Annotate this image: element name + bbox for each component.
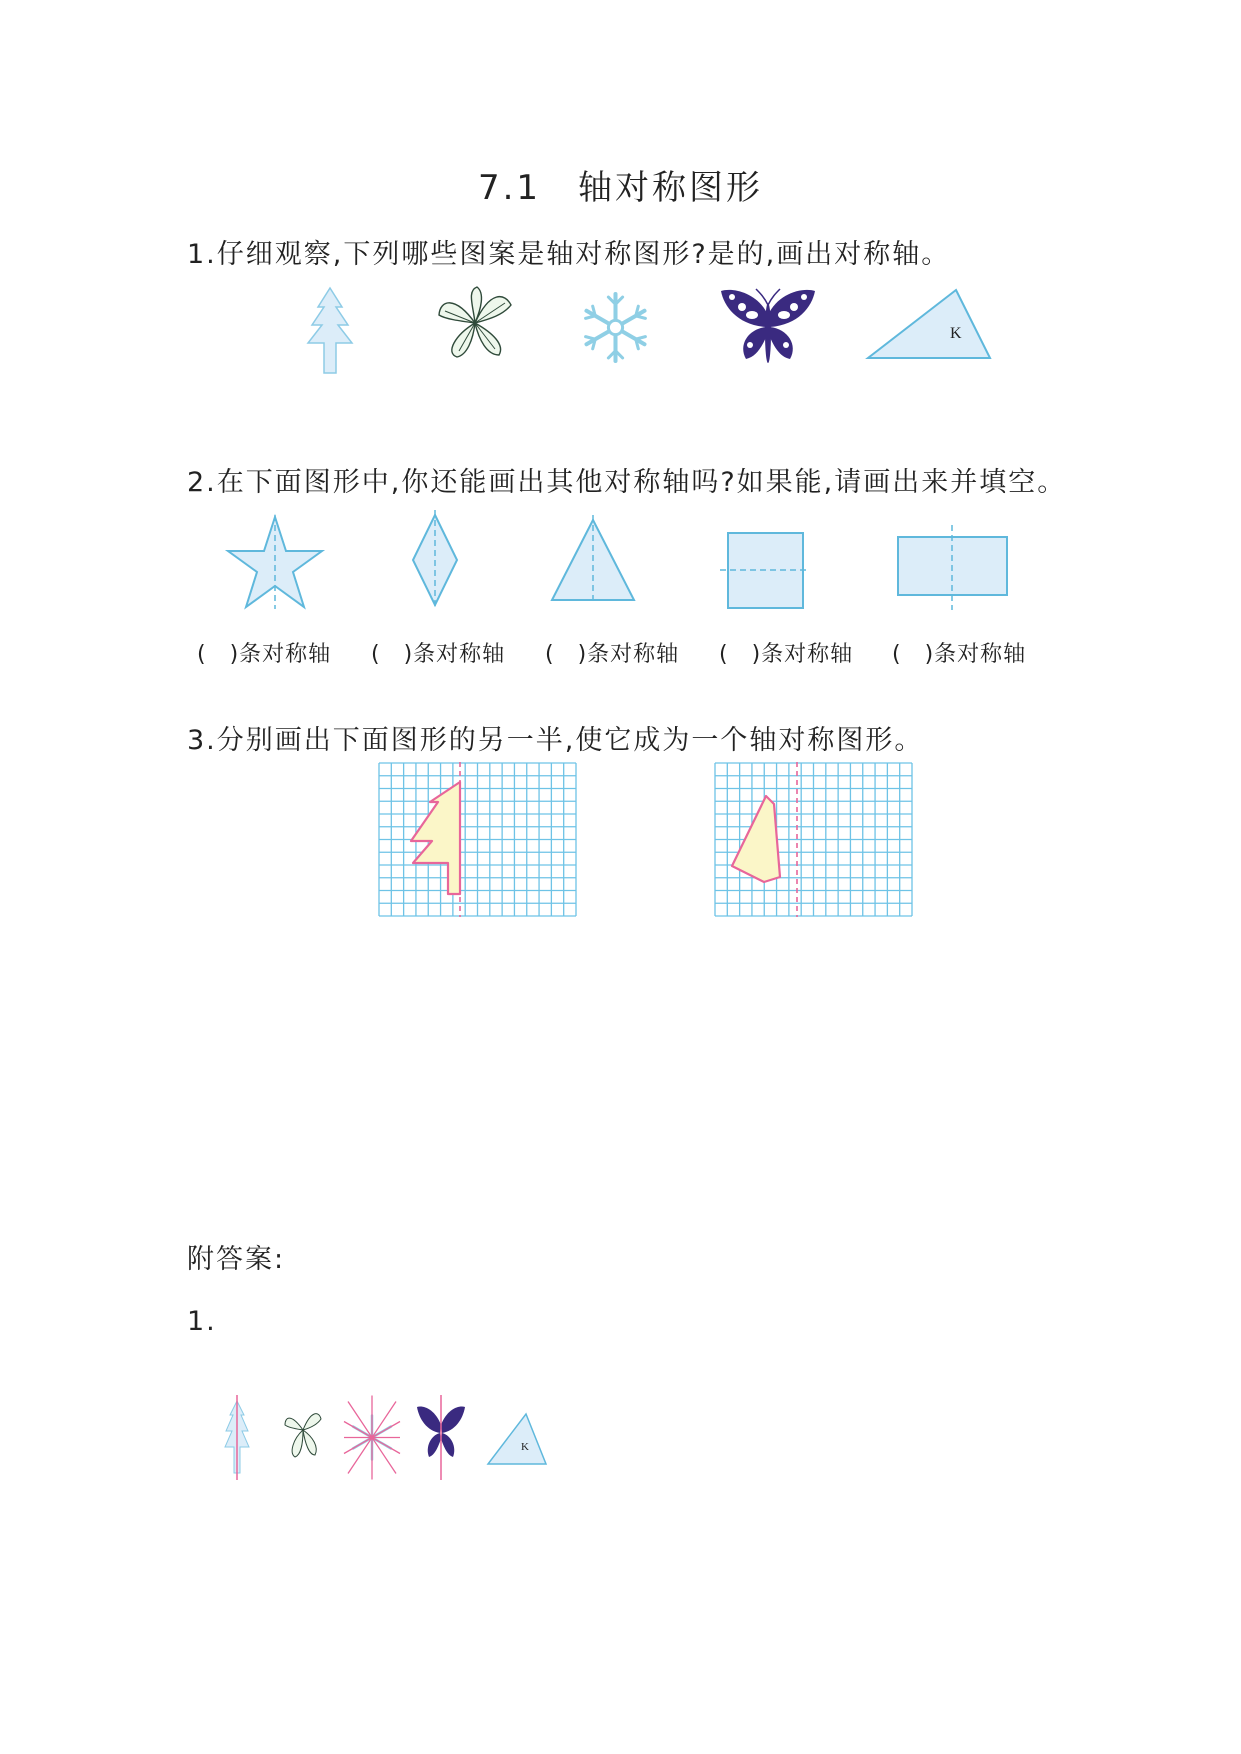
- answer-tree-icon: [222, 1395, 252, 1480]
- answer-butterfly-icon: [415, 1395, 467, 1480]
- snowflake-icon: [578, 290, 653, 365]
- rhombus-shape: [410, 510, 460, 610]
- leaf-icon: [435, 285, 515, 360]
- tree-icon: [300, 285, 360, 375]
- question-2: 2.在下面图形中,你还能画出其他对称轴吗?如果能,请画出来并填空。: [187, 467, 1067, 498]
- answer-blank[interactable]: ( )条对称轴: [892, 642, 1027, 667]
- answer-blank[interactable]: ( )条对称轴: [545, 642, 680, 667]
- rectangle-shape: [895, 525, 1010, 610]
- question-1: 1.仔细观察,下列哪些图案是轴对称图形?是的,画出对称轴。: [187, 239, 951, 270]
- triangle-letter: K: [950, 325, 962, 342]
- answer-triangle-icon: [486, 1412, 548, 1467]
- answer-blank[interactable]: ( )条对称轴: [719, 642, 854, 667]
- grid-right[interactable]: [714, 762, 913, 917]
- page-title: 7.1 轴对称图形: [477, 168, 764, 208]
- triangle-icon: [866, 288, 992, 363]
- square-shape: [720, 528, 810, 608]
- answer-snowflake-icon: [344, 1395, 400, 1480]
- answer-triangle-letter: K: [521, 1441, 529, 1453]
- butterfly-icon: [718, 285, 818, 370]
- answer-blank[interactable]: ( )条对称轴: [371, 642, 506, 667]
- question-3: 3.分别画出下面图形的另一半,使它成为一个轴对称图形。: [187, 725, 924, 756]
- triangle-shape: [550, 515, 636, 605]
- answer-leaf-icon: [283, 1405, 323, 1460]
- answer-blank[interactable]: ( )条对称轴: [197, 642, 332, 667]
- star-shape: [225, 515, 325, 610]
- answers-heading: 附答案:: [187, 1244, 286, 1275]
- answer-item-1: 1.: [187, 1306, 217, 1337]
- grid-left[interactable]: [378, 762, 577, 917]
